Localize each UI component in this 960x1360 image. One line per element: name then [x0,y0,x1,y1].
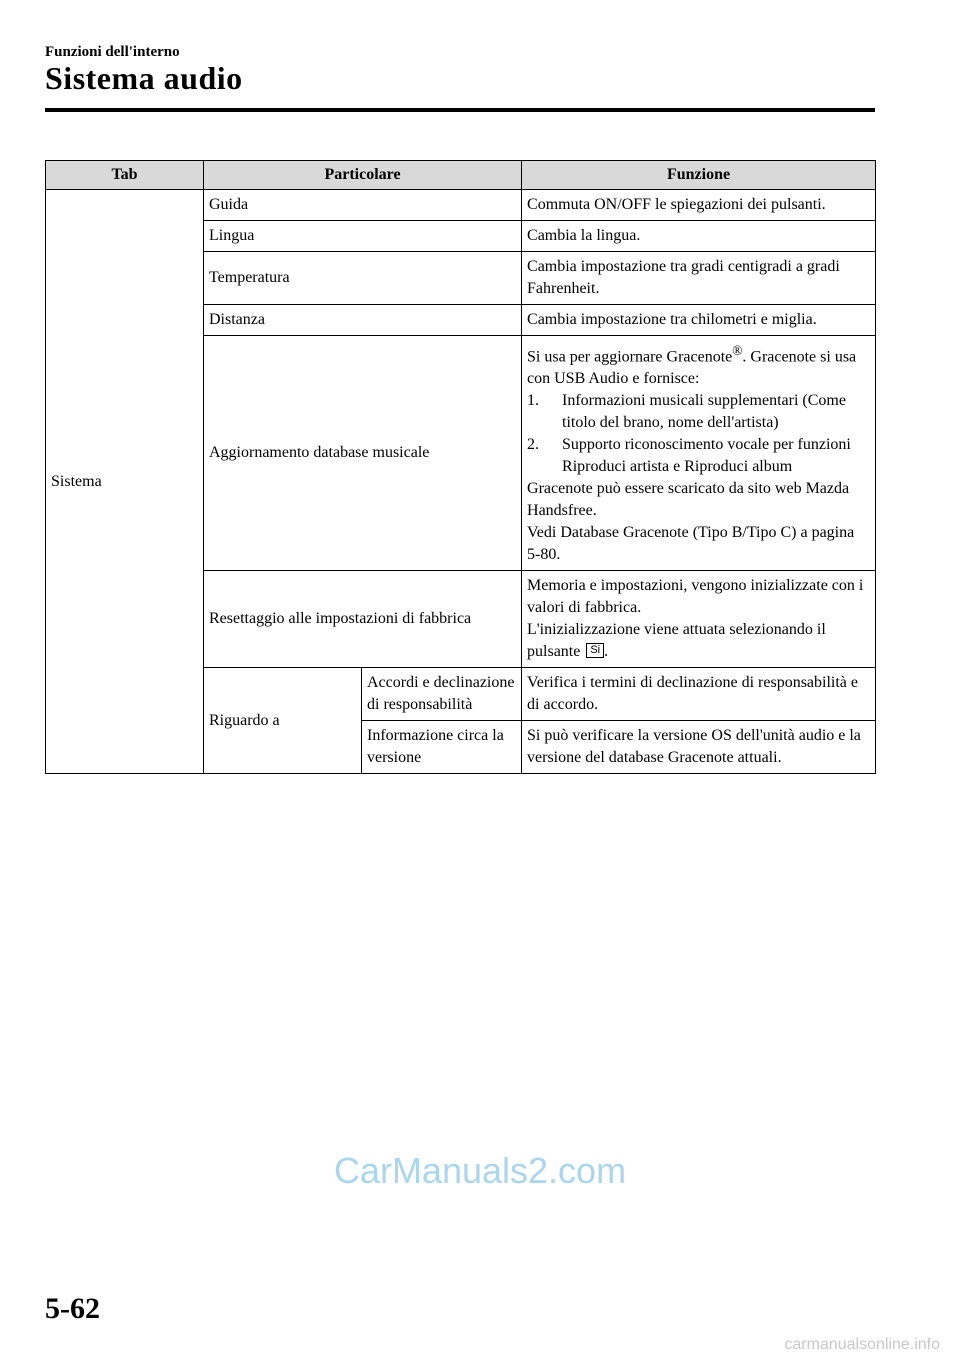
settings-table [45,160,876,774]
item-cell-lingua: Lingua [204,221,522,252]
page-number: 5-62 [45,1292,100,1325]
list-item [527,434,871,478]
list-item-text: Supporto riconoscimento vocale per funzioni Riproduci artista e Riproduci album [562,436,851,476]
tab-cell-sistema: Sistema [46,190,204,774]
reset-instruction-text: L'inizializzazione viene attuata selezionando il pulsante [527,621,826,661]
function-cell-temperatura: Cambia impostazione tra gradi centigradi a gradi Fahrenheit. [522,252,876,305]
table-row [46,190,876,221]
column-header-funzione: Funzione [522,161,876,190]
reset-instruction [527,619,871,663]
section-label: Funzioni dell'interno [45,44,180,60]
gracenote-intro [527,340,871,390]
function-cell-aggiornamento [522,336,876,571]
column-header-particolare: Particolare [204,161,522,190]
list-item [527,390,871,434]
function-cell-lingua: Cambia la lingua. [522,221,876,252]
list-item-number: 1. [527,392,540,410]
list-item-text: Informazioni musicali supplementari (Come titolo del brano, nome dell'artista) [562,392,846,432]
subitem-cell-versione: Informazione circa la versione [362,721,522,774]
watermark-logo: CarManuals2.com [333,1150,627,1191]
registered-mark: ® [732,343,743,358]
item-cell-temperatura: Temperatura [204,252,522,305]
function-cell-reset [522,571,876,668]
page-title: Sistema audio [45,60,243,96]
subitem-cell-accordi: Accordi e declinazione di responsabilità [362,668,522,721]
function-cell-distanza: Cambia impostazione tra chilometri e miglia. [522,305,876,336]
item-cell-riguardo: Riguardo a [204,668,362,774]
function-cell-versione: Si può verificare la versione OS dell'unità audio e la versione del database Gracenote attuali. [522,721,876,774]
item-cell-distanza: Distanza [204,305,522,336]
gracenote-note-download: Gracenote può essere scaricato da sito web Mazda Handsfree. [527,480,850,520]
table-header-row [46,161,876,190]
item-cell-guida: Guida [204,190,522,221]
column-header-tab: Tab [46,161,204,190]
item-cell-reset: Resettaggio alle impostazioni di fabbrica [204,571,522,668]
gracenote-intro-a: Si usa per aggiornare Gracenote [527,348,733,366]
reset-instruction-end: . [604,643,609,661]
gracenote-intro-b: . Gracenote si usa con USB Audio e fornisce: [527,348,857,388]
list-item-number: 2. [527,436,540,454]
gracenote-note-reference: Vedi Database Gracenote (Tipo B/Tipo C) a pagina 5-80. [527,524,855,564]
title-rule [45,108,875,112]
function-cell-accordi: Verifica i termini di declinazione di responsabilità e di accordo. [522,668,876,721]
function-cell-guida: Commuta ON/OFF le spiegazioni dei pulsanti. [522,190,876,221]
si-button-icon: Si [586,643,604,658]
watermark-url: carmanualsonline.info [784,1336,940,1353]
item-cell-aggiornamento: Aggiornamento database musicale [204,336,522,571]
reset-description: Memoria e impostazioni, vengono inizializzate con i valori di fabbrica. [527,577,864,617]
